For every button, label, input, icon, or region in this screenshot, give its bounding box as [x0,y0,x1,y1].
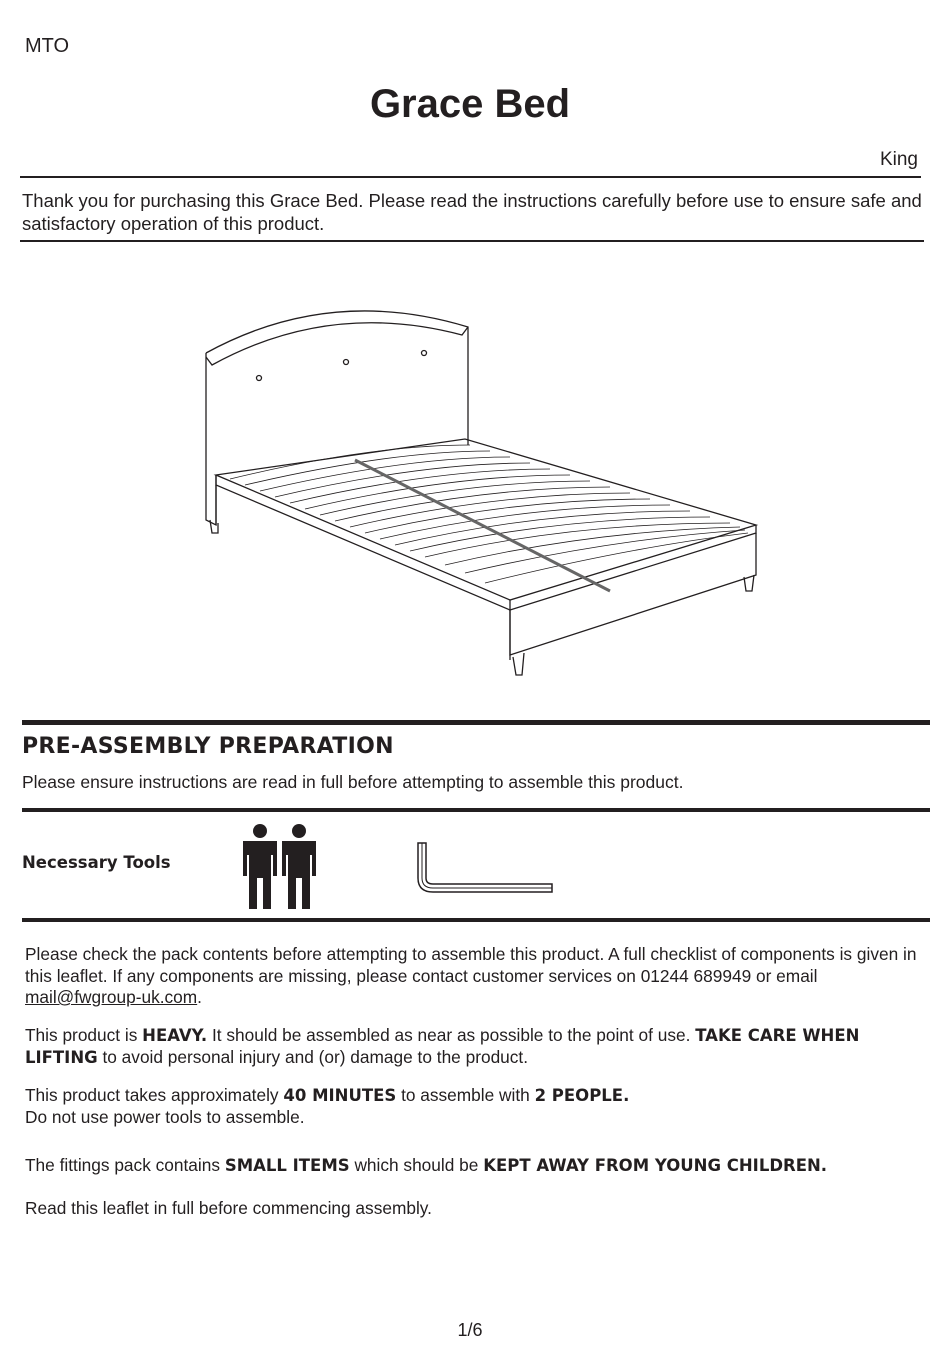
necessary-tools-label: Necessary Tools [22,853,171,872]
heavy-warning [25,1025,925,1068]
note-text: Do not use power tools to assemble. [25,1106,305,1127]
section-text: Please ensure instructions are read in full before attempting to assemble this product. [22,772,684,792]
allen-key-icon [415,840,555,895]
section-heading: PRE-ASSEMBLY PREPARATION [22,734,394,759]
note-text: which should be [349,1155,484,1175]
emphasis: TAKE CARE WHEN LIFTING [25,1026,860,1067]
section-divider [22,808,930,812]
two-people-icon [240,822,320,910]
small-items-warning [25,1155,925,1177]
note-text: Please check the pack contents before attempting to assemble this product. A full checklist of components is given in this leaflet. If any components are missing, please contact customer services on 01244 689949 or email [25,944,917,986]
bed-size: King [879,149,918,170]
page-title: Grace Bed [369,82,571,126]
note-text: to assemble with [396,1085,535,1105]
page-number: 1/6 [457,1320,483,1340]
note-text: It should be assembled as near as possible to the point of use. [207,1025,696,1045]
divider [20,176,921,178]
section-divider [22,720,930,725]
read-leaflet-note: Read this leaflet in full before commencing assembly. [25,1198,432,1218]
email-link[interactable]: mail@fwgroup-uk.com [25,987,198,1007]
emphasis: 40 MINUTES [283,1086,397,1105]
emphasis: SMALL ITEMS [224,1156,350,1175]
section-divider [22,918,930,922]
note-text: to avoid personal injury and (or) damage to the product. [97,1046,529,1067]
model-code: MTO [25,35,70,57]
intro-text: Thank you for purchasing this Grace Bed. Please read the instructions carefully before use to ensure safe and satisfactory operation of this product. [22,190,922,234]
assembly-time-note [25,1085,925,1128]
emphasis: KEPT AWAY FROM YOUNG CHILDREN. [483,1156,828,1175]
note-text: . [197,987,202,1007]
emphasis: HEAVY. [142,1026,208,1045]
note-text: This product takes approximately [25,1085,284,1105]
pack-contents-note [25,944,925,1009]
bed-illustration [200,295,770,685]
note-text: The fittings pack contains [25,1155,225,1175]
note-text: This product is [25,1025,143,1045]
divider [20,240,924,242]
emphasis: 2 PEOPLE. [534,1086,630,1105]
